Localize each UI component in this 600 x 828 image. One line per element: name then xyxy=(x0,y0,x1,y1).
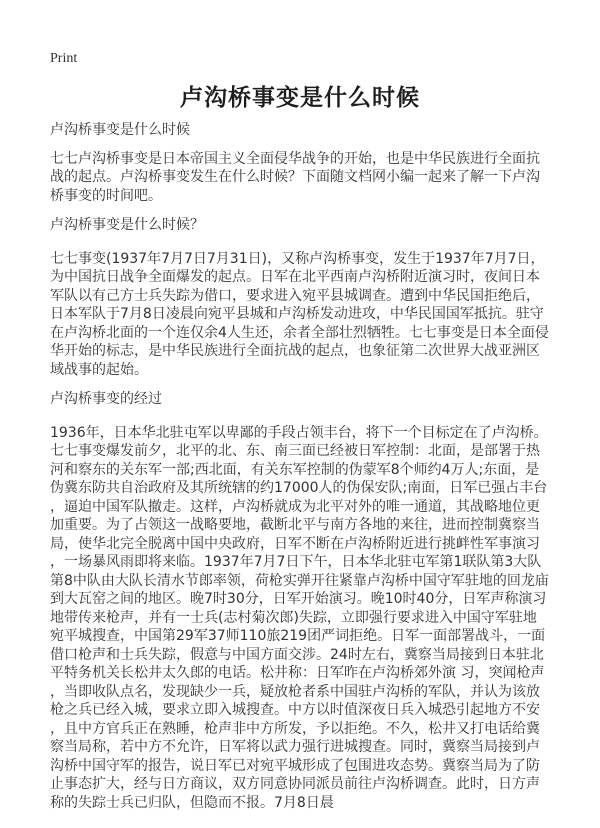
intro-paragraph: 七七卢沟桥事变是日本帝国主义全面侵华战争的开始，也是中华民族进行全面抗战的起点。卢沟桥事变发生在什么时候？下面随文档网小编一起来了解一下卢沟桥事变的时间吧。 xyxy=(50,150,540,204)
when-paragraph: 七七事变(1937年7月7日7月31日)，又称卢沟桥事变，发生于1937年7月7日，为中国抗日战争全面爆发的起点。日军在北平西南卢沟桥附近演习时，夜间日本军队以有己方士兵失踪为借口，要求进入宛平县城调查。遭到中华民国拒绝后，日本军队于7月8日凌晨向宛平县城和卢沟桥发动进攻，中华民国国军抵抗。驻守在卢沟桥北面的一个连仅余4人生还，余者全部壮烈牺牲。七七事变是日本全面侵华开始的标志，是中华民族进行全面抗战的起点，也象征第二次世界大战亚洲区域战事的起始。 xyxy=(50,250,549,378)
course-heading: 卢沟桥事变的经过 xyxy=(50,391,162,407)
intro-heading: 卢沟桥事变是什么时候 xyxy=(50,122,190,138)
print-link[interactable]: Print xyxy=(50,51,78,66)
course-paragraph: 1936年，日本华北驻屯军以卑鄙的手段占领丰台，将下一个目标定在了卢沟桥。七七事变爆发前夕，北平的北、东、南三面已经被日军控制：北面，是部署于热河和察东的关东军一部;西北面，有关东军控制的伪蒙军8个师约4万人;东面，是伪冀东防共自治政府及其所统辖的约17000人的伪保安队;南面，日军已强占丰台，逼迫中国军队撤走。这样，卢沟桥就成为北平对外的唯一通道，其战略地位更加重要。为了占领这一战略要地，截断北平与南方各地的来往，进而控制冀察当局，使华北完全脱离中国中央政府，日军不断在卢沟桥附近进行挑衅性军事演习，一场暴风雨即将来临。1937年7月7日下午，日本华北驻屯军第1联队第3大队第8中队由大队长清水节郎率领，荷枪实弹开往紧靠卢沟桥中国守军驻地的回龙庙到大瓦窑之间的地区。晚7时30分，日军开始演习。晚10时40分，日军声称演习地带传来枪声，并有一士兵(志村菊次郎)失踪，立即强行要求进入中国守军驻地宛平城搜查，中国第29军37师110旅219团严词拒绝。日军一面部署战斗，一面借口枪声和士兵失踪，假意与中国方面交涉。24时左右，冀察当局接到日本驻北平特务机关长松井太久郎的电话。松井称：日军昨在卢沟桥郊外演 习，突闻枪声，当即收队点名，发现缺少一兵，疑放枪者系中国驻卢沟桥的军队，并认为该放枪之兵已经入城，要求立即入城搜查。中方以时值深夜日兵入城恐引起地方不安，且中方官兵正在熟睡，枪声非中方所发，予以拒绝。不久，松井又打电话给冀察当局称，若中方不允许，日军将以武力强行进城搜查。同时，冀察当局接到卢沟桥中国守军的报告，说日军已对宛平城形成了包围进攻态势。冀察当局为了防止事态扩大，经与日方商议，双方同意协同派员前往卢沟桥调查。此时，日方声称的失踪士兵已归队，但隐而不报。7月8日晨 xyxy=(50,424,549,811)
when-heading: 卢沟桥事变是什么时候？ xyxy=(50,217,204,233)
page-title: 卢沟桥事变是什么时候 xyxy=(180,85,420,111)
